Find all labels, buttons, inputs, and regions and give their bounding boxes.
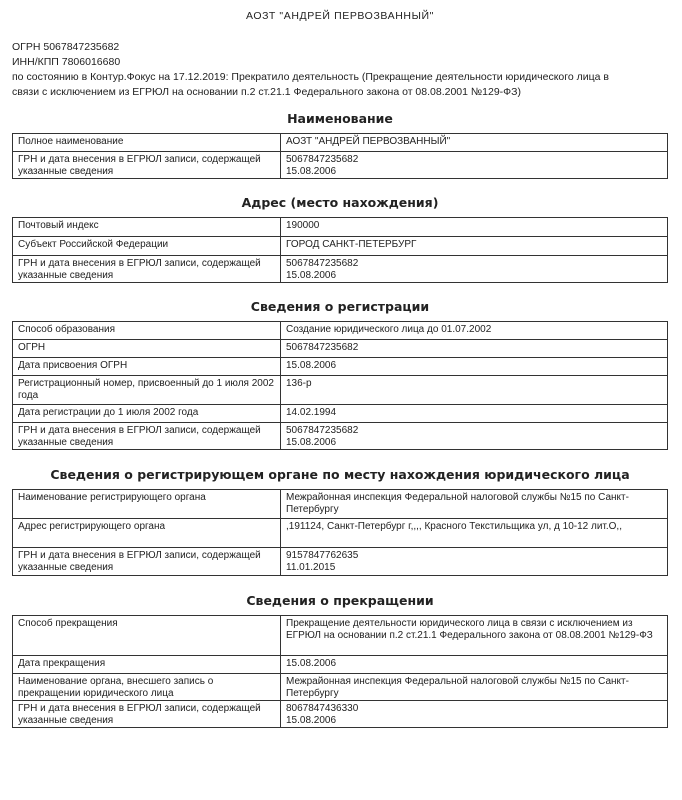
row-label: Полное наименование <box>13 134 281 152</box>
row-label: Наименование регистрирующего органа <box>13 490 281 519</box>
row-label: Адрес регистрирующего органа <box>13 519 281 548</box>
address-table <box>12 217 668 283</box>
table-row <box>13 322 668 340</box>
grn-date: 11.01.2015 <box>286 561 336 573</box>
document-title: АОЗТ "АНДРЕЙ ПЕРВОЗВАННЫЙ" <box>246 10 434 22</box>
row-value: 136-р <box>281 376 668 405</box>
table-row <box>13 218 668 237</box>
row-label: Почтовый индекс <box>13 218 281 237</box>
row-value: 15.08.2006 <box>281 656 668 674</box>
status-line-2: связи с исключением из ЕГРЮЛ на основании п.2 ст.21.1 Федерального закона от 08.08.2001 №129-ФЗ) <box>12 86 521 98</box>
row-value: 14.02.1994 <box>281 405 668 423</box>
row-label: ГРН и дата внесения в ЕГРЮЛ записи, содержащей указанные сведения <box>13 548 281 576</box>
table-row <box>13 237 668 256</box>
row-label: ГРН и дата внесения в ЕГРЮЛ записи, содержащей указанные сведения <box>13 701 281 728</box>
grn-value: 5067847235682 <box>286 154 359 165</box>
table-row <box>13 423 668 450</box>
inn-line: ИНН/КПП 7806016680 <box>12 56 121 68</box>
reg-authority-table <box>12 489 668 576</box>
grn-date: 15.08.2006 <box>286 165 337 177</box>
row-label: Дата прекращения <box>13 656 281 674</box>
table-row <box>13 134 668 152</box>
table-row <box>13 701 668 728</box>
table-row <box>13 340 668 358</box>
registration-table <box>12 321 668 450</box>
table-row <box>13 548 668 576</box>
row-value <box>281 701 668 728</box>
section-title-reg-authority: Сведения о регистрирующем органе по месту нахождения юридического лица <box>50 467 630 482</box>
row-label: Наименование органа, внесшего запись о прекращении юридического лица <box>13 674 281 701</box>
row-value: Прекращение деятельности юридического лица в связи с исключением из ЕГРЮЛ на основании п.2 ст.21.1 Федерального закона от 08.08.2001 №129-ФЗ <box>281 616 668 656</box>
row-value: АОЗТ "АНДРЕЙ ПЕРВОЗВАННЫЙ" <box>281 134 668 152</box>
row-value <box>281 423 668 450</box>
section-title-termination: Сведения о прекращении <box>246 593 434 608</box>
name-table <box>12 133 668 179</box>
row-value: Межрайонная инспекция Федеральной налоговой службы №15 по Санкт-Петербургу <box>281 674 668 701</box>
row-label: Дата регистрации до 1 июля 2002 года <box>13 405 281 423</box>
row-label: Способ прекращения <box>13 616 281 656</box>
table-row <box>13 519 668 548</box>
table-row <box>13 152 668 179</box>
row-value <box>281 548 668 576</box>
company-meta <box>12 40 668 100</box>
row-label: Субъект Российской Федерации <box>13 237 281 256</box>
grn-date: 15.08.2006 <box>286 436 337 448</box>
table-row <box>13 656 668 674</box>
grn-value: 8067847436330 <box>286 703 359 714</box>
status-line-1: по состоянию в Контур.Фокус на 17.12.2019: Прекратило деятельность (Прекращение деятельности юридического лица в <box>12 71 609 83</box>
table-row <box>13 490 668 519</box>
termination-table <box>12 615 668 728</box>
grn-date: 15.08.2006 <box>286 714 337 726</box>
row-label: ГРН и дата внесения в ЕГРЮЛ записи, содержащей указанные сведения <box>13 256 281 283</box>
row-value: 5067847235682 <box>281 340 668 358</box>
table-row <box>13 616 668 656</box>
row-label: ГРН и дата внесения в ЕГРЮЛ записи, содержащей указанные сведения <box>13 152 281 179</box>
row-value: ,191124, Санкт-Петербург г,,,, Красного Текстильщика ул, д 10-12 лит.О,, <box>281 519 668 548</box>
table-row <box>13 376 668 405</box>
row-value <box>281 256 668 283</box>
section-title-address: Адрес (место нахождения) <box>241 195 439 210</box>
section-title-registration: Сведения о регистрации <box>250 299 430 314</box>
row-label: Способ образования <box>13 322 281 340</box>
section-title-name: Наименование <box>287 111 393 126</box>
table-row <box>13 405 668 423</box>
row-value: ГОРОД САНКТ-ПЕТЕРБУРГ <box>281 237 668 256</box>
row-label: ГРН и дата внесения в ЕГРЮЛ записи, содержащей указанные сведения <box>13 423 281 450</box>
row-value: Межрайонная инспекция Федеральной налоговой службы №15 по Санкт-Петербургу <box>281 490 668 519</box>
row-value: Создание юридического лица до 01.07.2002 <box>281 322 668 340</box>
row-value: 15.08.2006 <box>281 358 668 376</box>
grn-value: 9157847762635 <box>286 550 359 561</box>
row-label: ОГРН <box>13 340 281 358</box>
table-row <box>13 358 668 376</box>
table-row <box>13 674 668 701</box>
row-value: 190000 <box>281 218 668 237</box>
row-label: Дата присвоения ОГРН <box>13 358 281 376</box>
table-row <box>13 256 668 283</box>
grn-value: 5067847235682 <box>286 258 359 269</box>
ogrn-line: ОГРН 5067847235682 <box>12 41 120 53</box>
row-label: Регистрационный номер, присвоенный до 1 июля 2002 года <box>13 376 281 405</box>
grn-value: 5067847235682 <box>286 425 359 436</box>
row-value <box>281 152 668 179</box>
grn-date: 15.08.2006 <box>286 269 337 281</box>
